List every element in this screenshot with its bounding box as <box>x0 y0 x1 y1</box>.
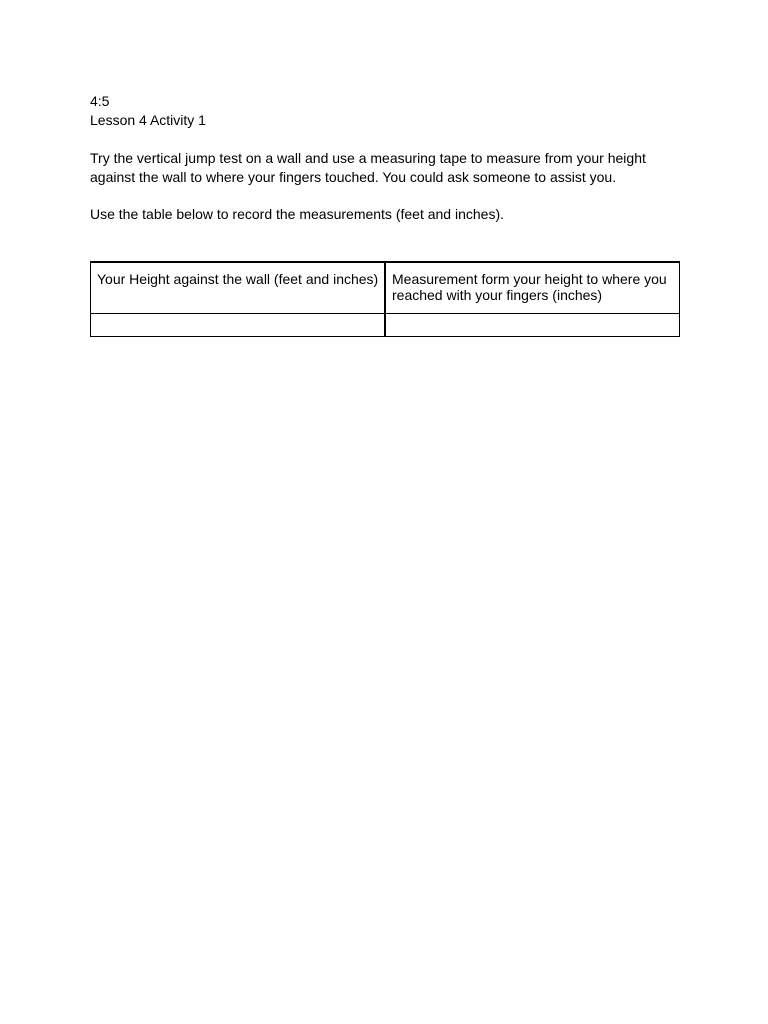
measurement-table <box>90 261 680 337</box>
header-cell-height: Your Height against the wall (feet and inches) <box>91 262 386 314</box>
activity-code: 4:5 <box>90 93 110 109</box>
table-instruction: Use the table below to record the measurements (feet and inches). <box>90 206 504 222</box>
entry-cell-measurement[interactable] <box>385 314 680 337</box>
table-row <box>91 314 680 337</box>
table-header-row <box>91 262 680 314</box>
lesson-title: Lesson 4 Activity 1 <box>90 112 206 128</box>
entry-cell-height[interactable] <box>91 314 386 337</box>
instructions-paragraph: Try the vertical jump test on a wall and use a measuring tape to measure from your height against the wall to where your fingers touched. You could ask someone to assist you. <box>90 150 646 185</box>
header-cell-measurement: Measurement form your height to where you reached with your fingers (inches) <box>385 262 680 314</box>
